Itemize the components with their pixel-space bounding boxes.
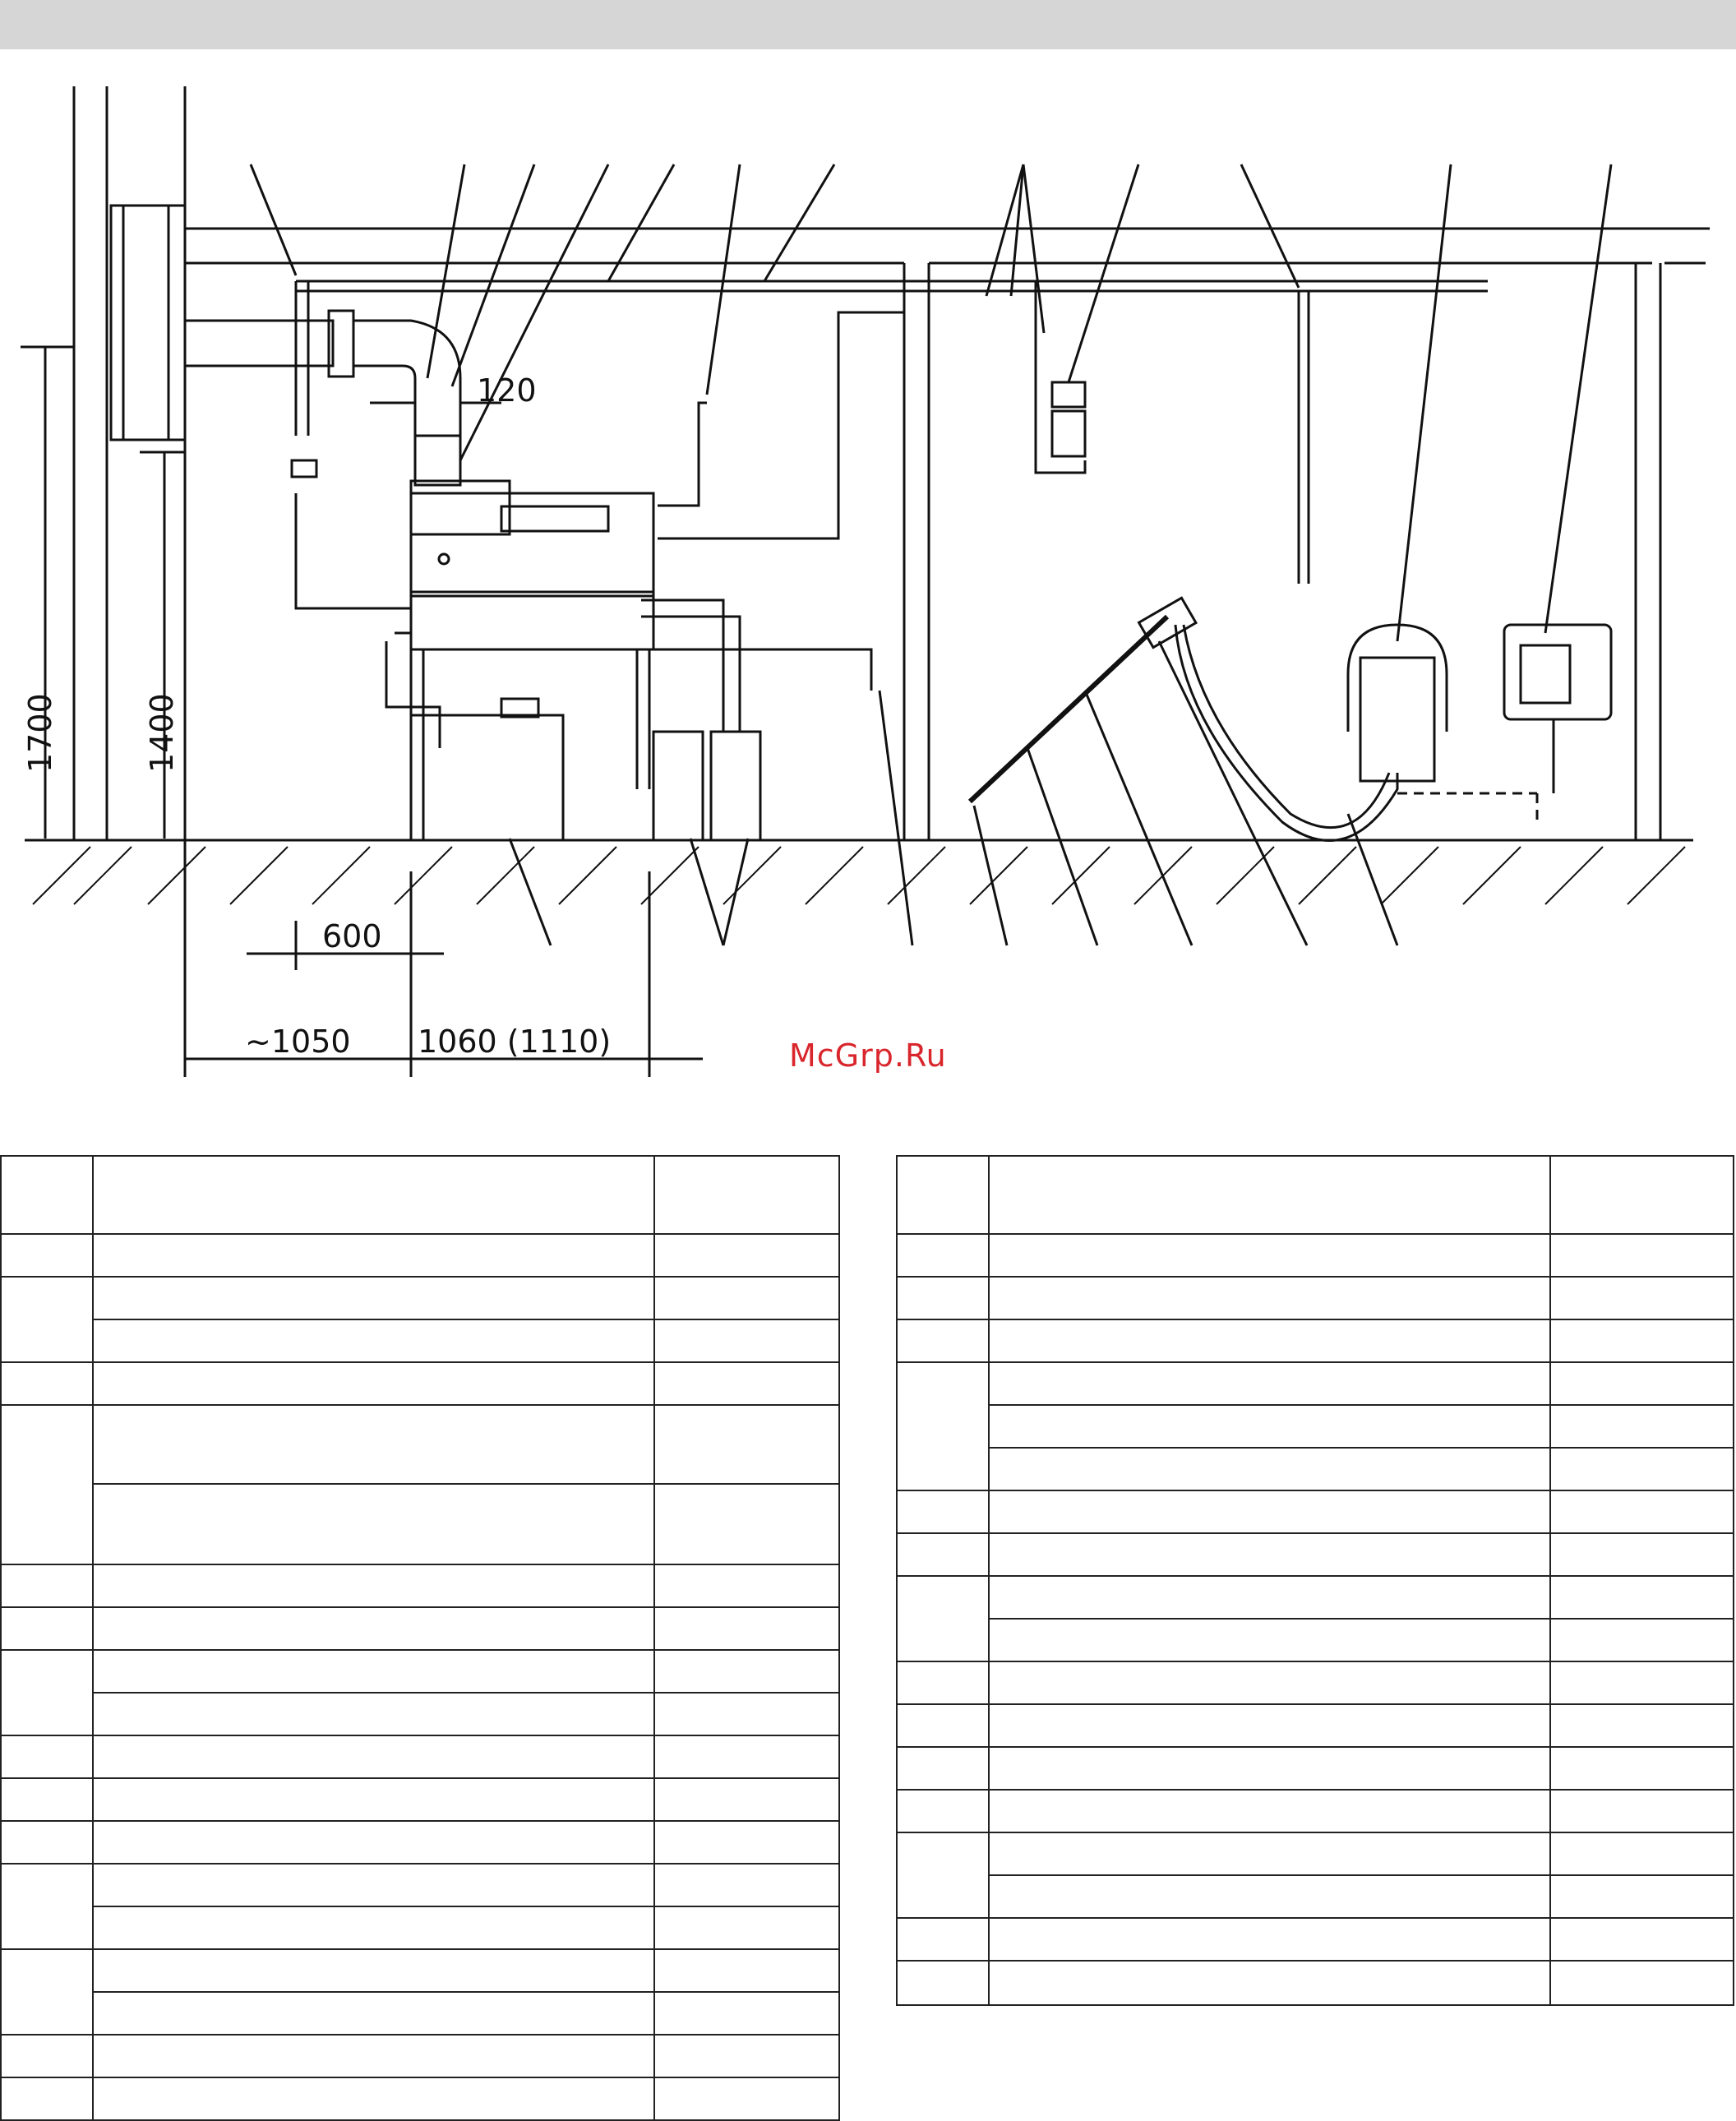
dim-1050: ~1050 [245, 1024, 351, 1060]
dim-600: 600 [322, 918, 382, 954]
burner-head [411, 481, 510, 534]
fuel-tank [411, 715, 563, 840]
parts-table-left [0, 1155, 840, 2121]
spray-lance [970, 617, 1167, 802]
header-bar [0, 0, 1736, 49]
parts-table-right [896, 1155, 1736, 2006]
dim-120: 120 [477, 372, 537, 409]
watermark: McGrp.Ru [789, 1037, 947, 1074]
dim-height-total: 1700 [22, 693, 58, 773]
pressure-gauge [1052, 382, 1085, 407]
dim-1060: 1060 (1110) [418, 1024, 612, 1060]
flue-pipe [185, 321, 333, 366]
control-panel [501, 506, 608, 531]
canister [653, 732, 703, 840]
canister [711, 732, 760, 840]
dim-height-lower: 1400 [144, 693, 180, 773]
installation-diagram [0, 49, 1736, 1118]
machine-body [411, 493, 653, 596]
